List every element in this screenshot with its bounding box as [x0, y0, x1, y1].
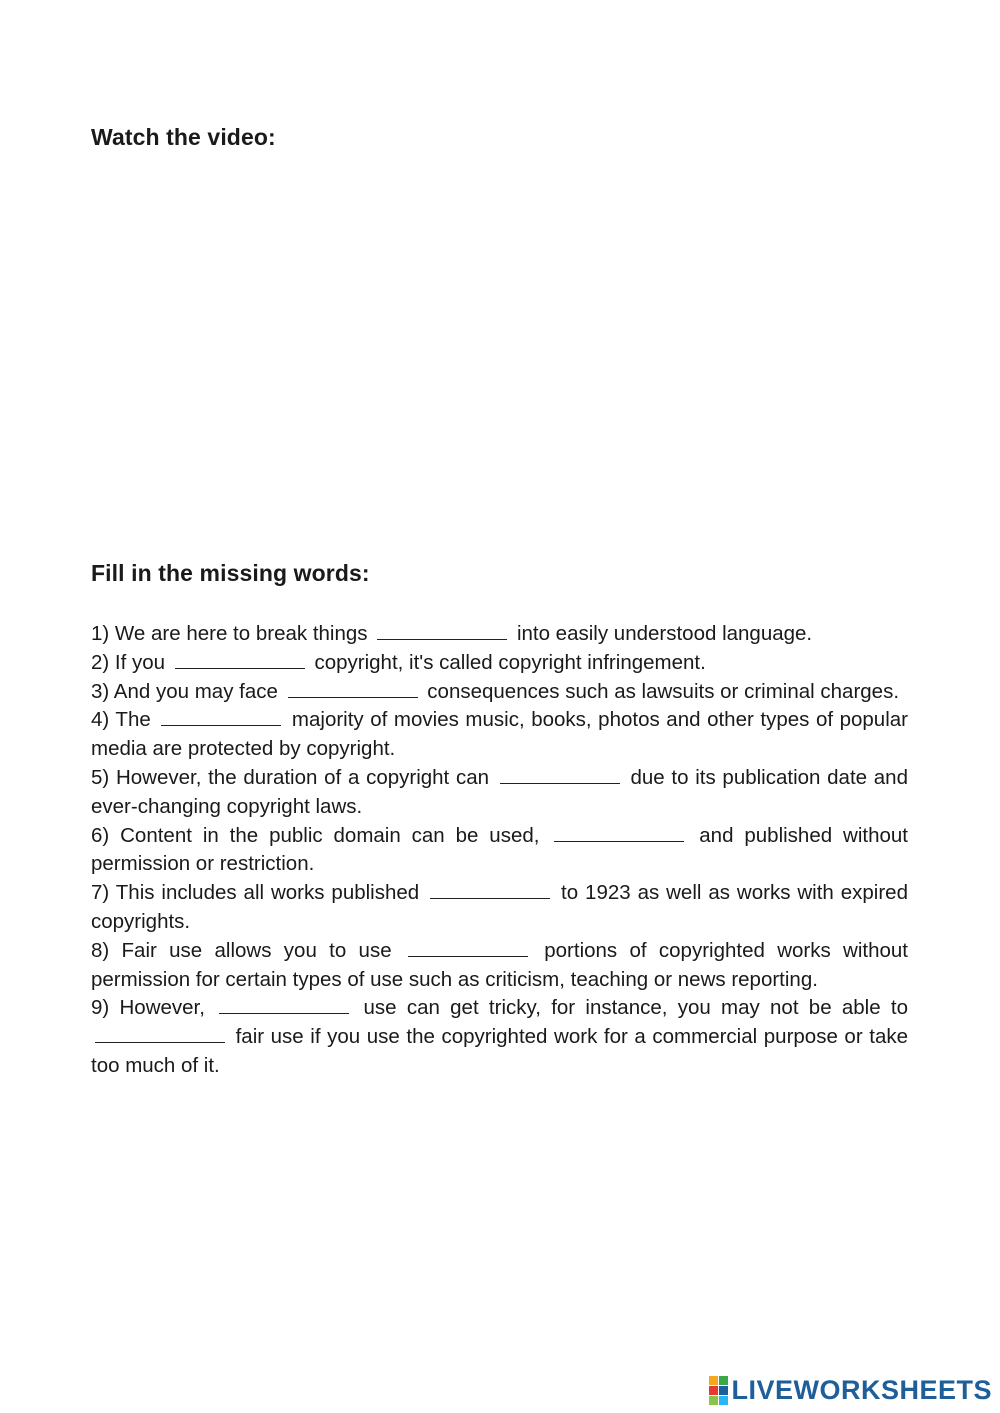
question-text: 4) The	[91, 708, 151, 732]
question-text: consequences such as lawsuits or criminal charges.	[427, 679, 900, 703]
question-text: 3) And you may face	[91, 679, 278, 703]
logo-blocks-icon	[709, 1376, 728, 1405]
video-placeholder[interactable]	[91, 170, 908, 530]
question-text: 5) However, the duration of a copyright can	[91, 765, 490, 789]
question-text: into easily understood language.	[516, 622, 813, 645]
logo-block	[709, 1376, 718, 1385]
question-item	[91, 937, 908, 995]
answer-blank[interactable]	[500, 782, 620, 784]
logo-block	[719, 1396, 728, 1405]
question-text: majority of movies music, books, photos and other types of popular media are protected by copyright.	[91, 708, 908, 761]
answer-blank[interactable]	[554, 840, 684, 842]
question-item	[91, 822, 908, 880]
answer-blank[interactable]	[430, 897, 550, 899]
answer-blank[interactable]	[219, 1012, 349, 1014]
logo-block	[709, 1396, 718, 1405]
answer-blank[interactable]	[377, 638, 507, 640]
question-item	[91, 706, 908, 764]
question-text: 1) We are here to break things	[91, 622, 368, 645]
watch-video-heading: Watch the video:	[91, 124, 276, 150]
logo-block	[719, 1376, 728, 1385]
answer-blank[interactable]	[161, 724, 281, 726]
question-item	[91, 764, 908, 822]
answer-blank[interactable]	[175, 667, 305, 669]
question-text: 8) Fair use allows you to use	[91, 938, 392, 962]
question-text: 7) This includes all works published	[91, 881, 420, 905]
question-text: use can get tricky, for instance, you may not be able to	[363, 996, 908, 1020]
question-item	[91, 678, 908, 707]
question-text: 2) If you	[91, 650, 166, 674]
answer-blank[interactable]	[95, 1041, 225, 1043]
liveworksheets-logo	[709, 1373, 992, 1407]
question-text: to 1923 as well as works with expired copyrights.	[91, 881, 908, 933]
answer-blank[interactable]	[408, 955, 528, 957]
question-text: 6) Content in the public domain can be used,	[91, 823, 540, 847]
question-item	[91, 649, 908, 678]
answer-blank[interactable]	[288, 696, 418, 698]
question-text: copyright, it's called copyright infringement.	[314, 650, 706, 674]
question-text: portions of copyrighted works without permission for certain types of use such as criticism, teaching or news reporting.	[91, 938, 908, 991]
question-text: fair use if you use the copyrighted work for a commercial purpose or take too much of it.	[91, 1025, 908, 1077]
logo-block	[719, 1386, 728, 1395]
question-item	[91, 620, 908, 649]
question-text: and published without permission or restriction.	[91, 823, 908, 876]
question-item	[91, 879, 908, 937]
brand-name: LIVEWORKSHEETS	[731, 1374, 992, 1405]
question-item	[91, 994, 908, 1080]
fill-in-heading: Fill in the missing words:	[91, 560, 370, 586]
question-text: due to its publication date and ever-changing copyright laws.	[91, 765, 908, 818]
question-text: 9) However,	[91, 996, 205, 1020]
question-list	[91, 620, 908, 1081]
logo-block	[709, 1386, 718, 1395]
